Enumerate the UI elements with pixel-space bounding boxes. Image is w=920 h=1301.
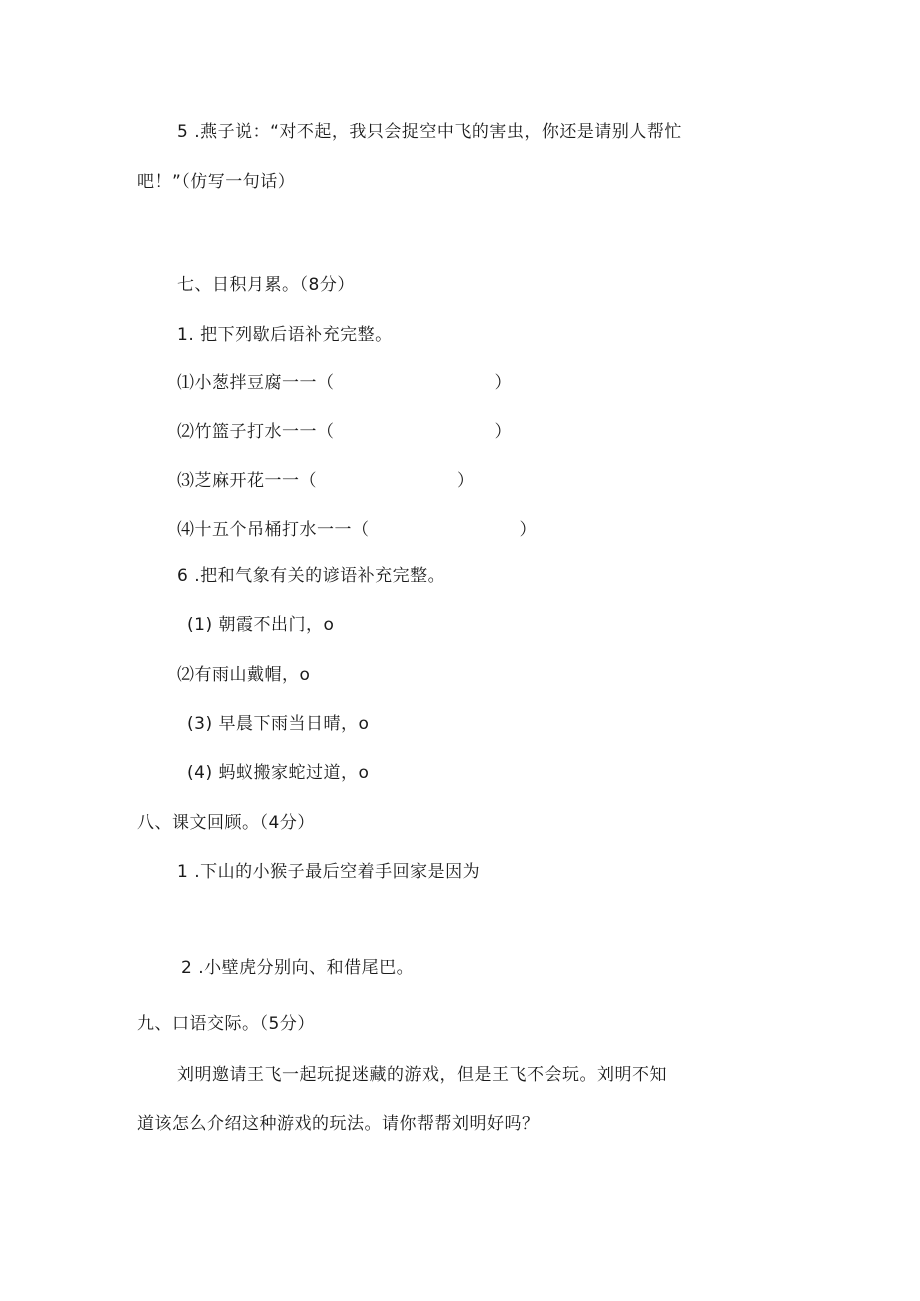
xiehouyu-item-3	[177, 470, 475, 492]
section-7-title: 七、日积月累。（8分）	[177, 275, 355, 295]
yanyu-item-4: (4) 蚂蚁搬家蛇过道，o	[187, 763, 370, 783]
xiehouyu-text: ⑵竹篮子打水一一（	[177, 422, 335, 442]
xiehouyu-close: ）	[494, 373, 512, 393]
section-9-paragraph-line-2: 道该怎么介绍这种游戏的玩法。请你帮帮刘明好吗？	[137, 1114, 540, 1134]
yanyu-item-3: (3) 早晨下雨当日晴，o	[187, 714, 370, 734]
section-8-question-1: 1 .下山的小猴子最后空着手回家是因为	[177, 862, 481, 882]
section-8-question-2: 2 .小壁虎分别向、和借尾巴。	[181, 958, 415, 978]
xiehouyu-close: ）	[494, 422, 512, 442]
section-9-paragraph-line-1: 刘明邀请王飞一起玩捉迷藏的游戏，但是王飞不会玩。刘明不知	[177, 1065, 667, 1085]
xiehouyu-close: ）	[457, 471, 475, 491]
section-8-title: 八、课文回顾。（4分）	[137, 813, 315, 833]
yanyu-item-2: ⑵有雨山戴帽，o	[177, 665, 311, 685]
xiehouyu-text: ⑶芝麻开花一一（	[177, 471, 317, 491]
question-5-line-2: 吧！”（仿写一句话）	[137, 172, 296, 192]
xiehouyu-text: ⑴小葱拌豆腐一一（	[177, 373, 335, 393]
xiehouyu-text: ⑷十五个吊桶打水一一（	[177, 520, 370, 540]
yanyu-item-1: (1) 朝霞不出门，o	[187, 615, 335, 635]
xiehouyu-item-2	[177, 421, 512, 443]
section-7-question-1: 1. 把下列歇后语补充完整。	[177, 325, 393, 345]
question-5-line-1: 5 .燕子说：“对不起，我只会捉空中飞的害虫，你还是请别人帮忙	[177, 122, 682, 142]
section-7-question-6: 6 .把和气象有关的谚语补充完整。	[177, 566, 446, 586]
xiehouyu-item-4	[177, 519, 537, 541]
xiehouyu-close: ）	[519, 520, 537, 540]
xiehouyu-item-1	[177, 372, 512, 394]
section-9-title: 九、口语交际。（5分）	[137, 1014, 315, 1034]
